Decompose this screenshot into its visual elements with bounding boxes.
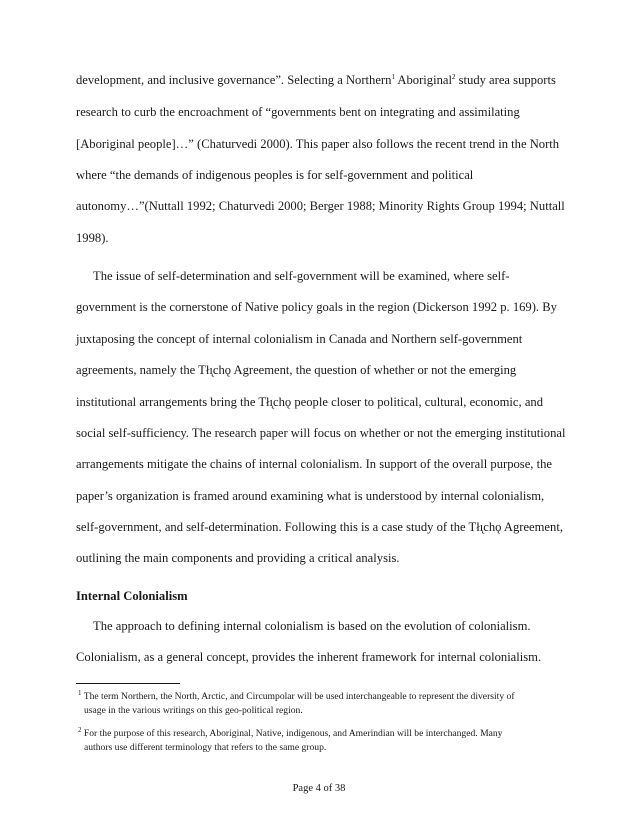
- footnote-number: 2: [78, 725, 82, 734]
- body-line: government is the cornerstone of Native policy goals in the region (Dickerson 1992 p. 169). By: [76, 300, 557, 314]
- page-number: Page 4 of 38: [292, 783, 346, 794]
- footnote-continuation: usage in the various writings on this geo-political region.: [84, 705, 303, 716]
- body-line: paper’s organization is framed around examining what is understood by internal colonialism,: [76, 489, 545, 503]
- footnote-continuation: authors use different terminology that refers to the same group.: [84, 742, 327, 753]
- body-line: institutional arrangements bring the Tłı̨chǫ people closer to political, cultural, economic, and: [76, 395, 544, 409]
- body-line: research to curb the encroachment of “governments bent on integrating and assimilating: [76, 105, 520, 119]
- footnote: $^1$ The term Northern, the North, Arctic, and Circumpolar will be used interchangeable to represent the diversity of: [78, 688, 515, 702]
- body-line: self-government, and self-determination. Following this is a case study of the Tłı̨chǫ Agreement,: [76, 520, 563, 534]
- body-line: [Aboriginal people]…” (Chaturvedi 2000). This paper also follows the recent trend in the North: [76, 137, 560, 151]
- footnote-ref[interactable]: 1: [391, 72, 395, 81]
- body-line: juxtaposing the concept of internal colonialism in Canada and Northern self-government: [76, 332, 523, 346]
- body-line: agreements, namely the Tłı̨chǫ Agreement, the question of whether or not the emerging: [76, 363, 517, 377]
- footnote: $^2$ For the purpose of this research, Aboriginal, Native, indigenous, and Amerindian will be interchanged. Many: [78, 725, 503, 739]
- body-line: arrangements mitigate the chains of internal colonialism. In support of the overall purpose, the: [76, 457, 552, 471]
- body-line: 1998).: [76, 231, 109, 245]
- body-line: Colonialism, as a general concept, provides the inherent framework for internal colonialism.: [76, 650, 542, 664]
- body-line: social self-sufficiency. The research paper will focus on whether or not the emerging institutional: [76, 426, 566, 440]
- body-line: where “the demands of indigenous peoples is for self-government and political: [76, 168, 474, 182]
- body-line: The issue of self-determination and self-government will be examined, where self-: [93, 269, 510, 283]
- footnote-ref[interactable]: 2: [451, 72, 456, 81]
- section-heading: Internal Colonialism: [76, 589, 188, 603]
- body-line: autonomy…”(Nuttall 1992; Chaturvedi 2000; Berger 1988; Minority Rights Group 1994; Nuttall: [76, 199, 565, 213]
- body-line: development, and inclusive governance”. Selecting a Northern$^1$ Aboriginal$^2$ study area supports: [76, 72, 556, 87]
- body-line: outlining the main components and providing a critical analysis.: [76, 551, 400, 565]
- footnote-number: 1: [78, 688, 82, 697]
- footnote-divider: [76, 683, 180, 684]
- body-line: The approach to defining internal colonialism is based on the evolution of colonialism.: [93, 619, 531, 633]
